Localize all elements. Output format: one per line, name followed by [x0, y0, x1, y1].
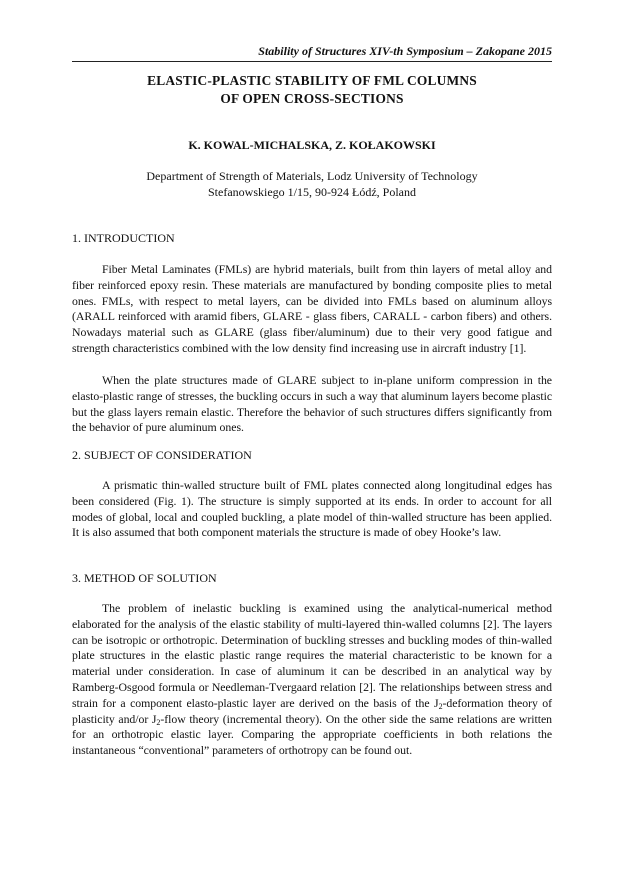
section-heading-subject: 2. SUBJECT OF CONSIDERATION [72, 448, 252, 462]
authors: K. KOWAL-MICHALSKA, Z. KOŁAKOWSKI [188, 138, 436, 152]
affiliation [72, 168, 552, 200]
method-text-part-3: -flow theory (incremental theory). On the other side the same relations are written for an orthotropic elastic layer. Comparing the appropriate coefficients in both relations the instantaneous “conventional” parameters of orthotropy can be found out. [72, 711, 552, 758]
paragraph-intro-2: When the plate structures made of GLARE subject to in-plane uniform compression in the elasto-plastic range of stresses, the buckling occurs in such a way that aluminum layers become plastic but the glass layers remain elastic. Therefore the behavior of such structures differs significantly from the behavior of pure aluminum ones. [72, 373, 552, 435]
affiliation-line-1: Department of Strength of Materials, Lodz University of Technology [146, 169, 478, 183]
paragraph-method-1 [72, 601, 552, 759]
paper-title [72, 72, 552, 108]
subscript-j2-flow: 2 [156, 717, 161, 727]
paragraph-subject-1: A prismatic thin-walled structure built of FML plates connected along longitudinal edges has been considered (Fig. 1). The structure is simply supported at its ends. In order to account for all modes of global, local and coupled buckling, a plate model of thin-walled structure has been applied. It is also assumed that both component materials the structure is made of obey Hooke’s law. [72, 478, 552, 540]
section-heading-introduction: 1. INTRODUCTION [72, 231, 175, 245]
paragraph-intro-1: Fiber Metal Laminates (FMLs) are hybrid materials, built from thin layers of metal alloy and fiber reinforced epoxy resin. These materials are manufactured by bonding composite plies to metal ones. FMLs, with respect to metal layers, can be divided into FMLs based on aluminum alloys (ARALL reinforced with aramid fibers, GLARE - glass fibers, CARALL - carbon fibers) and others. Nowadays material such as GLARE (glass fiber/aluminum) due to their very good fatigue and strength characteristics combined with the low density find increasing use in aircraft industry [1]. [72, 262, 552, 355]
section-heading-method: 3. METHOD OF SOLUTION [72, 571, 217, 585]
affiliation-line-2: Stefanowskiego 1/15, 90-924 Łódź, Poland [208, 185, 416, 199]
method-text-part-2: -deformation theory of plasticity and/or J [72, 695, 552, 726]
title-line-2: OF OPEN CROSS-SECTIONS [220, 91, 404, 106]
subscript-j2-deformation: 2 [438, 701, 443, 711]
running-head: Stability of Structures XIV-th Symposium – Zakopane 2015 [72, 44, 552, 62]
method-text-part-1: The problem of inelastic buckling is examined using the analytical-numerical method elaborated for the analysis of the elastic stability of multi-layered thin-walled columns [2]. The layers can be isotropic or orthotropic. Determination of buckling stresses and buckling modes of thin-walled plate structures in the elastic plastic range requires the material characteristic to be known for a material under consideration. In case of aluminum it can be described in an analytical way by Ramberg-Osgood formula or Needleman-Tvergaard relation [2]. The relationships between stress and strain for a component elasto-plastic layer are derived on the basis of the J [72, 601, 552, 710]
title-line-1: ELASTIC-PLASTIC STABILITY OF FML COLUMNS [147, 73, 477, 88]
